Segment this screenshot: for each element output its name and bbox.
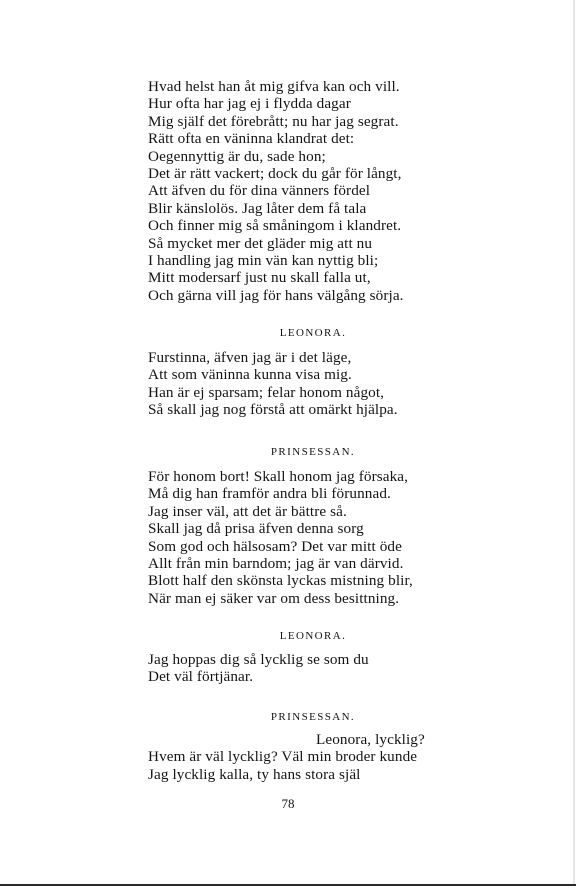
stanza-4 [148, 651, 478, 686]
verse-line: Och finner mig så småningom i klandret. [148, 217, 402, 235]
verse-line: Jag hoppas dig så lycklig se som du [148, 651, 369, 668]
verse-line: Det väl förtjänar. [148, 668, 254, 686]
verse-line: Hur ofta har jag ej i flydda dagar [148, 95, 351, 113]
verse-line: Rätt ofta en väninna klandrat det: [148, 130, 355, 148]
stanza-2 [148, 349, 478, 419]
verse-line: Att som väninna kunna visa mig. [148, 366, 352, 384]
page-right-edge [573, 0, 575, 886]
verse-line: Så mycket mer det gläder mig att nu [148, 234, 373, 252]
verse-line: Jag inser väl, att det är bättre så. [148, 502, 347, 520]
stanza-5 [148, 731, 478, 783]
verse-line: Hvem är väl lycklig? Väl min broder kunde [148, 748, 418, 766]
speaker-name: LEONORA. [279, 327, 347, 339]
verse-line: Må dig han framför andra bli förunnad. [148, 485, 391, 503]
verse-line-indented: Leonora, lycklig? [316, 731, 425, 748]
speaker-name: PRINSESSAN. [270, 446, 356, 458]
verse-line: Furstinna, äfven jag är i det läge, [148, 349, 352, 366]
verse-line: Oegennyttig är du, sade hon; [148, 147, 326, 165]
verse-line: Blott half den skönsta lyckas mistning blir, [148, 572, 413, 590]
verse-line: I handling jag min vän kan nyttig bli; [148, 251, 379, 269]
verse-line: För honom bort! Skall honom jag försaka, [148, 468, 409, 485]
verse-line: När man ej säker var om dess besittning. [148, 589, 400, 607]
page-number: 78 [281, 796, 295, 811]
page-bottom-edge [0, 884, 576, 886]
verse-line: Som god och hälsosam? Det var mitt öde [148, 537, 402, 555]
verse-line: Skall jag då prisa äfven denna sorg [148, 520, 364, 538]
stanza-1 [148, 78, 478, 304]
speaker-name: LEONORA. [279, 630, 347, 642]
speaker-name: PRINSESSAN. [270, 711, 356, 723]
verse-line: Så skall jag nog förstå att omärkt hjälpa. [148, 401, 398, 419]
verse-line: Blir känslolös. Jag låter dem få tala [148, 199, 367, 217]
verse-line: Att äfven du för dina vänners fördel [148, 182, 371, 200]
verse-line: Allt från min barndom; jag är van därvid. [148, 554, 404, 572]
stanza-3 [148, 468, 478, 607]
verse-line: Och gärna vill jag för hans välgång sörja. [148, 286, 404, 304]
verse-line: Mitt modersarf just nu skall falla ut, [148, 269, 371, 287]
verse-line: Mig själf det förebrått; nu har jag segrat. [148, 112, 399, 130]
verse-line: Hvad helst han åt mig gifva kan och vill. [148, 78, 400, 95]
verse-line: Han är ej sparsam; felar honom något, [148, 383, 385, 401]
verse-line: Jag lycklig kalla, ty hans stora själ [148, 765, 361, 783]
verse-line: Det är rätt vackert; dock du går för långt, [148, 164, 402, 182]
